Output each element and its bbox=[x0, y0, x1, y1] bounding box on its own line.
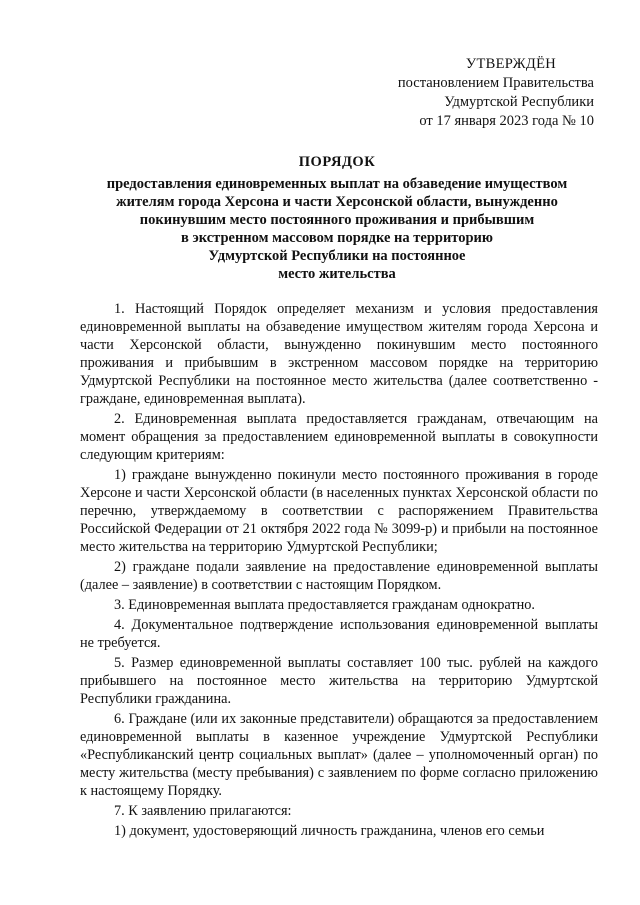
subtitle-line: предоставления единовременных выплат на обзаведение имуществом bbox=[106, 176, 568, 192]
paragraph: 7. К заявлению прилагаются: bbox=[114, 803, 292, 819]
paragraph: 1. Настоящий Порядок определяет механизм и условия предоставления единовременной выплаты на обзаведение имуществом жителям города Херсона и части Херсонской области, вынужденно покинувшим место постоянного проживания и прибывшим в экстренном массовом порядке на территорию Удмуртской Республики на постоянное место жительства (далее соответственно - граждане, единовременная выплата). bbox=[80, 301, 598, 407]
subtitle-line: место жительства bbox=[278, 266, 396, 282]
approval-line: Удмуртской Республики bbox=[444, 94, 594, 110]
paragraph: 6. Граждане (или их законные представители) обращаются за предоставлением единовременной выплаты в казенное учреждение Удмуртской Республики «Республиканский центр социальных выплат» (далее – уполномоченный орган) по месту жительства (месту пребывания) с заявлением по форме согласно приложению к настоящему Порядку. bbox=[80, 711, 598, 799]
approval-stamp bbox=[398, 55, 594, 131]
paragraph: 2. Единовременная выплата предоставляется гражданам, отвечающим на момент обращения за предоставлением единовременной выплаты в совокупности следующим критериям: bbox=[80, 411, 598, 463]
approval-date: от 17 января 2023 года № 10 bbox=[419, 113, 594, 129]
paragraph: 5. Размер единовременной выплаты составляет 100 тыс. рублей на каждого прибывшего на постоянное место жительства на территорию Удмуртской Республики гражданина. bbox=[80, 655, 598, 707]
subtitle-line: жителям города Херсона и части Херсонской области, вынужденно bbox=[116, 194, 558, 210]
paragraph: 1) документ, удостоверяющий личность гражданина, членов его семьи bbox=[114, 823, 545, 839]
approval-line: постановлением Правительства bbox=[397, 75, 594, 91]
subtitle-line: Удмуртской Республики на постоянное bbox=[208, 248, 466, 264]
paragraph: 1) граждане вынужденно покинули место постоянного проживания в городе Херсоне и части Херсонской области (в населенных пунктах Херсонской области по перечню, утверждаемому в соответствии с распоряжением Правительства Российской Федерации от 21 октября 2022 года № 3099-р) и прибыли на постоянное место жительства на территорию Удмуртской Республики; bbox=[80, 467, 598, 555]
subtitle-line: в экстренном массовом порядке на территорию bbox=[181, 230, 493, 246]
paragraph: 4. Документальное подтверждение использования единовременной выплаты не требуется. bbox=[80, 617, 598, 651]
subtitle-line: покинувшим место постоянного проживания и прибывшим bbox=[139, 212, 535, 228]
document-title: ПОРЯДОК bbox=[298, 154, 376, 170]
document-body bbox=[80, 300, 598, 842]
document-heading bbox=[60, 153, 614, 283]
approval-title: УТВЕРЖДЁН bbox=[465, 56, 556, 72]
paragraph: 3. Единовременная выплата предоставляется гражданам однократно. bbox=[114, 597, 536, 613]
paragraph: 2) граждане подали заявление на предоставление единовременной выплаты (далее – заявление) в соответствии с настоящим Порядком. bbox=[80, 559, 598, 593]
